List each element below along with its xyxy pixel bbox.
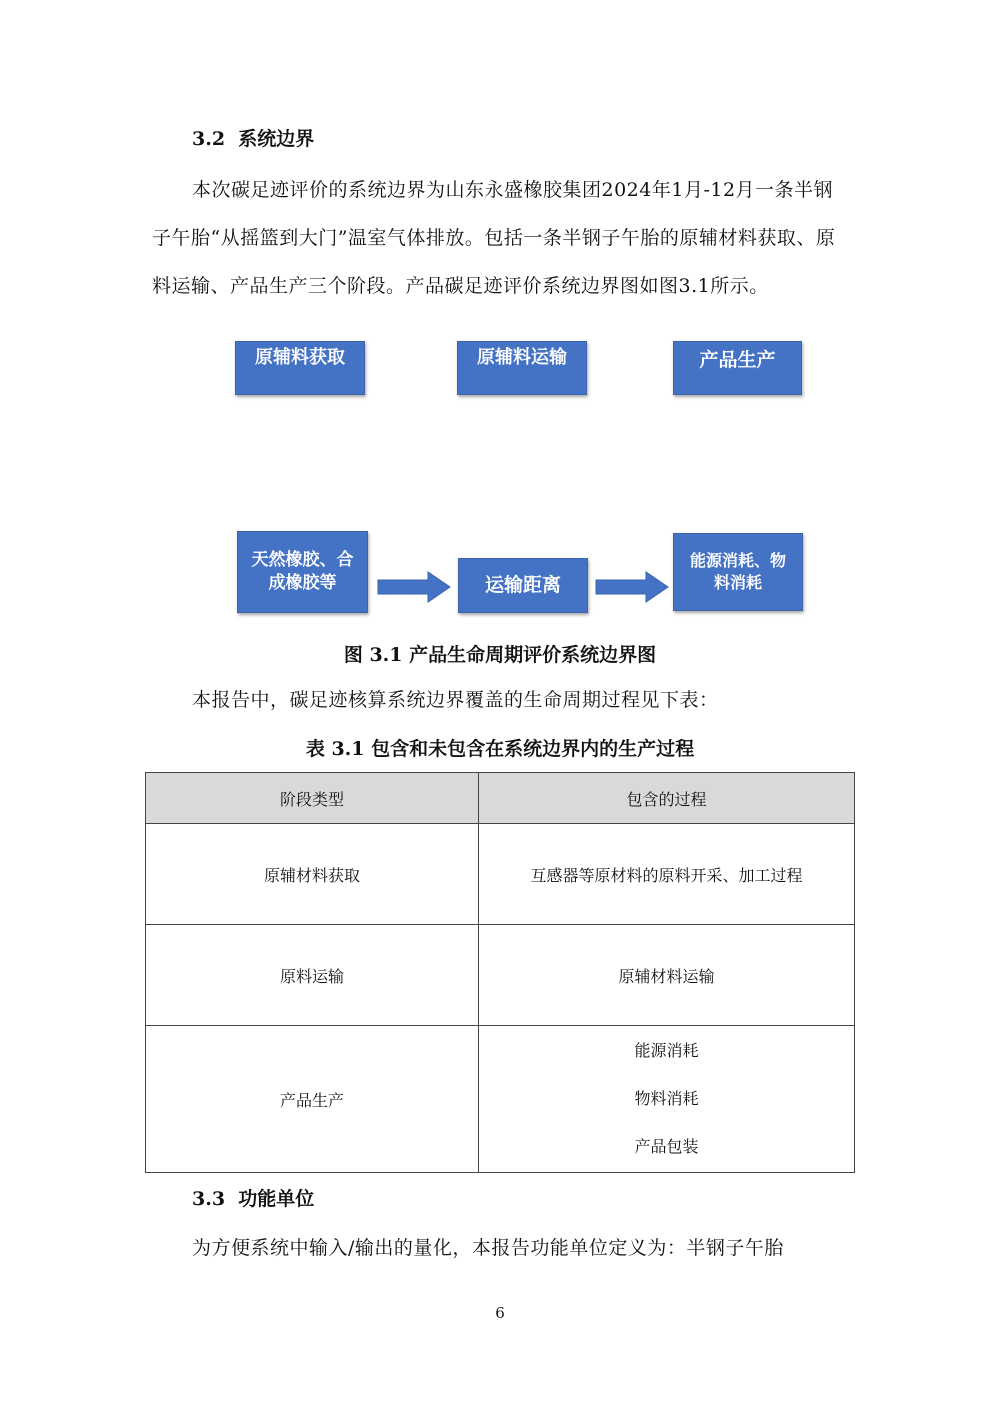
stage-box-material-transport	[457, 341, 587, 395]
process-item: 产品包装	[634, 1137, 699, 1156]
right-arrow-icon	[376, 570, 452, 604]
table-intro-paragraph	[152, 676, 852, 724]
boundary-paragraph	[152, 166, 852, 310]
page-number: 6	[495, 1304, 505, 1322]
table-row	[146, 925, 855, 1026]
stage-label: 原辅料获取	[255, 347, 345, 368]
section-title: 系统边界	[238, 128, 315, 150]
table-header-row	[146, 773, 855, 824]
detail-label: 运输距离	[484, 573, 561, 596]
boundary-paragraph-text: 本次碳足迹评价的系统边界为山东永盛橡胶集团2024年1月-12月一条半钢子午胎“从摇篮到大门”温室气体排放。包括一条半钢子午胎的原辅材料获取、原料运输、产品生产三个阶段。产品碳足迹评价系统边界图如图3.1所示。	[152, 179, 836, 297]
figure-caption: 图 3.1 产品生命周期评价系统边界图	[343, 644, 657, 666]
functional-unit-paragraph	[152, 1224, 852, 1272]
table-cell-stage: 原料运输	[146, 925, 479, 1026]
detail-box-rubber	[237, 531, 368, 613]
detail-label: 能源消耗、物料消耗	[689, 551, 786, 592]
table-cell-process-list	[479, 1026, 855, 1173]
section-number: 3.3	[192, 1188, 226, 1210]
table-intro-text: 本报告中，碳足迹核算系统边界覆盖的生命周期过程见下表：	[192, 689, 719, 711]
process-item: 能源消耗	[634, 1041, 699, 1060]
table-cell-stage: 原辅材料获取	[146, 824, 479, 925]
right-arrow-icon	[594, 570, 670, 604]
table-row	[146, 824, 855, 925]
table-header-cell: 包含的过程	[479, 773, 855, 824]
table-cell-stage: 产品生产	[146, 1026, 479, 1173]
detail-box-energy	[673, 533, 803, 611]
detail-label: 天然橡胶、合成橡胶等	[251, 550, 354, 593]
stage-box-production	[673, 341, 802, 395]
table-caption: 表 3.1 包含和未包含在系统边界内的生产过程	[305, 738, 695, 760]
functional-unit-text: 为方便系统中输入/输出的量化，本报告功能单位定义为：半钢子午胎	[192, 1237, 784, 1259]
table-cell-process: 原辅材料运输	[479, 925, 855, 1026]
process-item: 物料消耗	[634, 1089, 699, 1108]
stage-box-material-acquisition	[235, 341, 365, 395]
table-row	[146, 1026, 855, 1173]
stage-label: 原辅料运输	[477, 347, 567, 368]
section-title: 功能单位	[238, 1188, 315, 1210]
section-number: 3.2	[192, 128, 226, 150]
section-heading-3-3	[192, 1184, 314, 1211]
table-header-cell: 阶段类型	[146, 773, 479, 824]
detail-box-distance	[458, 558, 588, 613]
stage-label: 产品生产	[699, 349, 776, 371]
section-heading-3-2	[192, 124, 314, 151]
table-cell-process: 互感器等原材料的原料开采、加工过程	[479, 824, 855, 925]
process-table	[145, 772, 855, 1173]
